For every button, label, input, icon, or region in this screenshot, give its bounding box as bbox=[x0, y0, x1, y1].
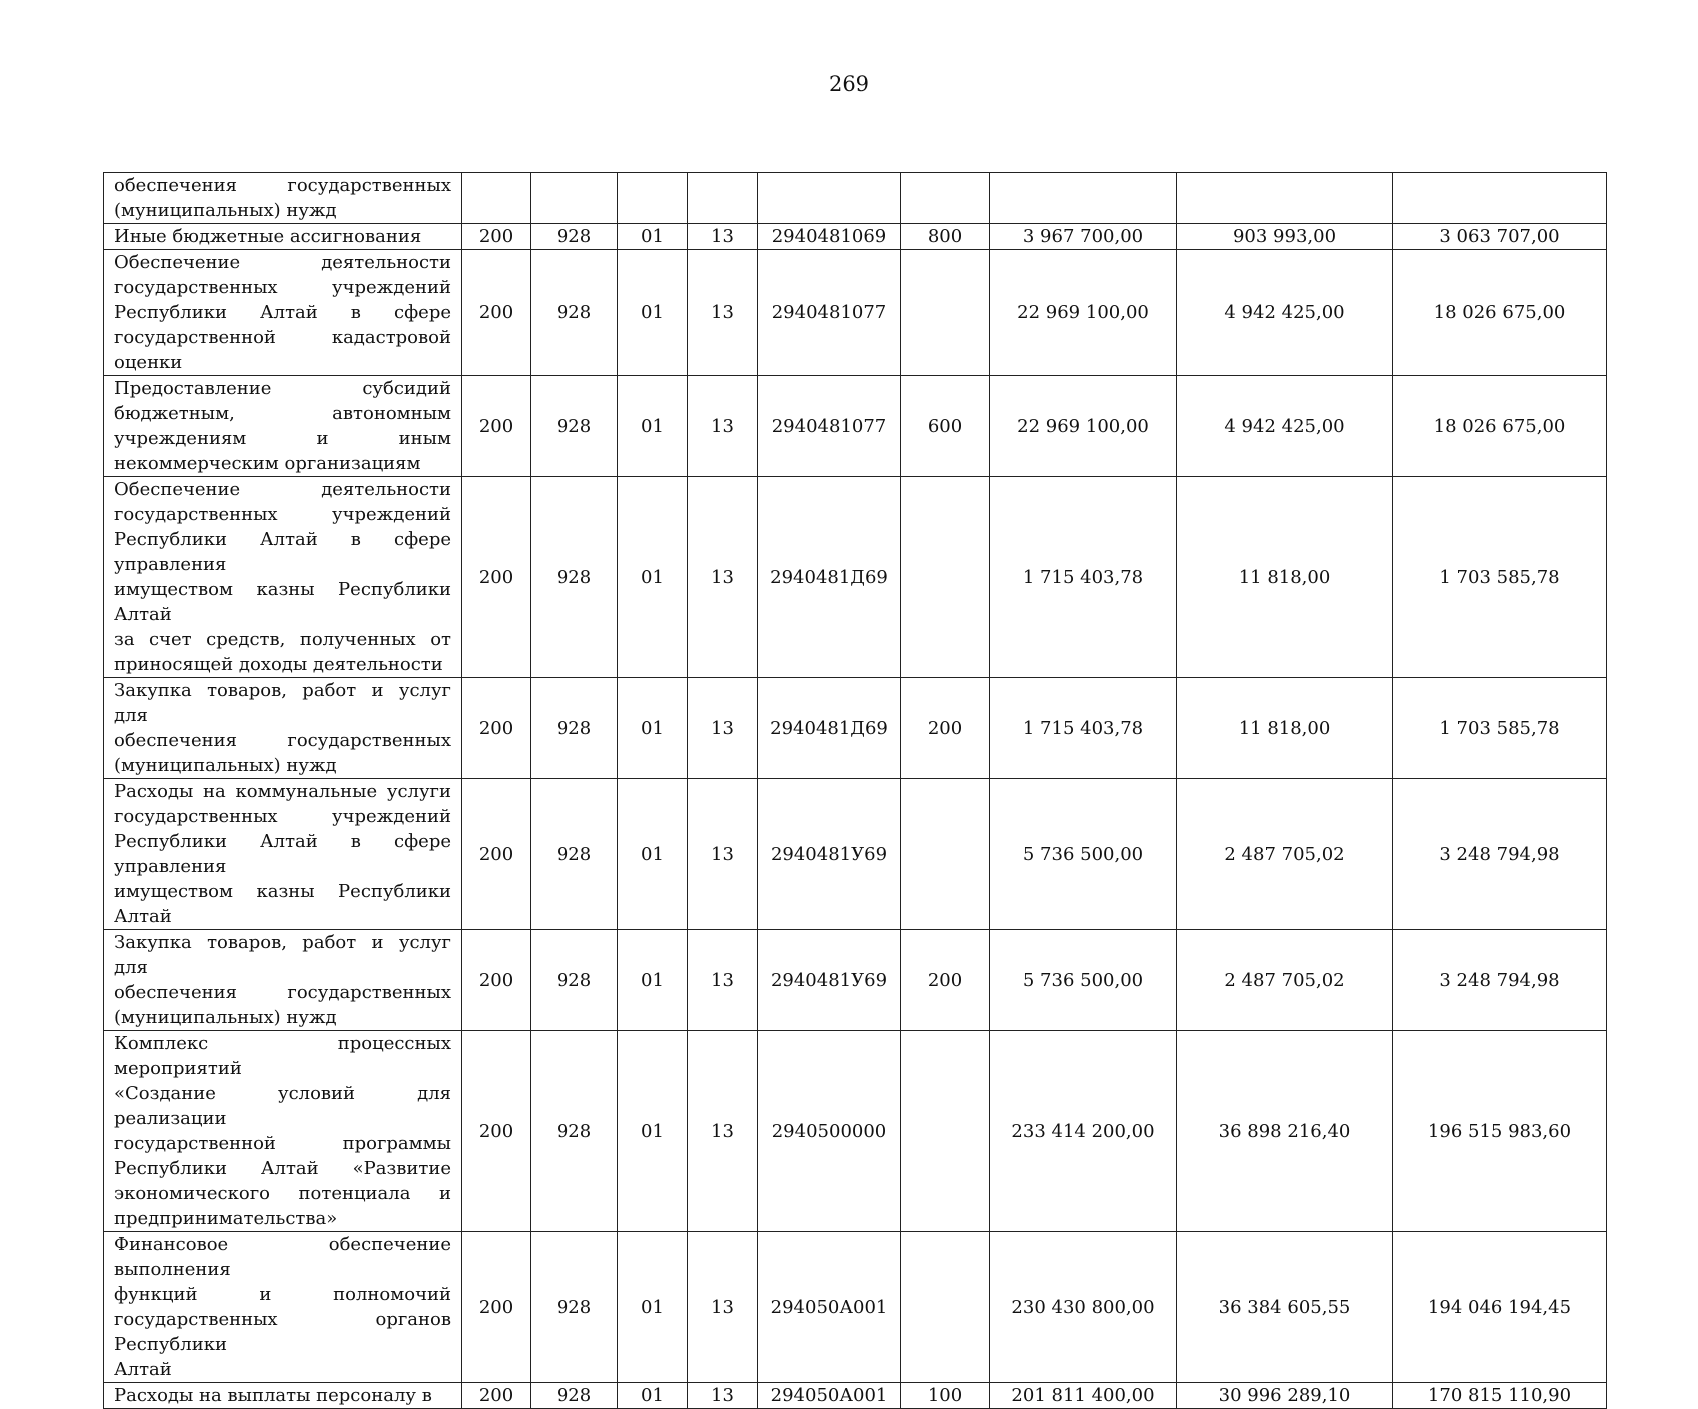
remainder-cell: 3 248 794,98 bbox=[1393, 930, 1607, 1031]
section-cell: 200 bbox=[462, 930, 531, 1031]
chapter-cell: 01 bbox=[618, 779, 688, 930]
description-line: Закупка товаров, работ и услуг для bbox=[114, 932, 451, 978]
description-line: Республики Алтай в сфере управления bbox=[114, 831, 451, 877]
plan-amount-cell: 22 969 100,00 bbox=[990, 250, 1177, 376]
table-row bbox=[104, 1383, 1607, 1409]
expense-type-cell bbox=[901, 1232, 990, 1383]
target-article-cell: 2940481Д69 bbox=[758, 477, 901, 678]
executed-amount-cell: 36 898 216,40 bbox=[1177, 1031, 1393, 1232]
subsection-cell: 13 bbox=[688, 1383, 758, 1409]
remainder-cell: 18 026 675,00 bbox=[1393, 250, 1607, 376]
page-number: 269 bbox=[828, 72, 870, 96]
section-cell: 200 bbox=[462, 477, 531, 678]
description-line: обеспечения государственных bbox=[114, 982, 451, 1003]
chapter-cell: 01 bbox=[618, 1383, 688, 1409]
section-cell: 200 bbox=[462, 250, 531, 376]
description-line: (муниципальных) нужд bbox=[114, 200, 337, 221]
ministry-cell: 928 bbox=[531, 930, 618, 1031]
description-line: Республики Алтай в сфере управления bbox=[114, 529, 451, 575]
subsection-cell: 13 bbox=[688, 779, 758, 930]
description-cell bbox=[104, 224, 462, 250]
executed-amount-cell: 11 818,00 bbox=[1177, 477, 1393, 678]
expense-type-cell: 800 bbox=[901, 224, 990, 250]
expense-type-cell bbox=[901, 250, 990, 376]
description-line: государственной кадастровой оценки bbox=[114, 327, 451, 373]
executed-amount-cell: 4 942 425,00 bbox=[1177, 376, 1393, 477]
subsection-cell: 13 bbox=[688, 224, 758, 250]
description-line: Финансовое обеспечение выполнения bbox=[114, 1234, 451, 1280]
chapter-cell: 01 bbox=[618, 376, 688, 477]
remainder-cell: 3 248 794,98 bbox=[1393, 779, 1607, 930]
ministry-cell: 928 bbox=[531, 1383, 618, 1409]
remainder-cell: 18 026 675,00 bbox=[1393, 376, 1607, 477]
chapter-cell: 01 bbox=[618, 1031, 688, 1232]
table-row bbox=[104, 1232, 1607, 1383]
description-cell bbox=[104, 779, 462, 930]
ministry-cell: 928 bbox=[531, 779, 618, 930]
expense-type-cell: 200 bbox=[901, 678, 990, 779]
plan-amount-cell: 3 967 700,00 bbox=[990, 224, 1177, 250]
ministry-cell: 928 bbox=[531, 477, 618, 678]
remainder-cell: 3 063 707,00 bbox=[1393, 224, 1607, 250]
target-article-cell: 2940481077 bbox=[758, 376, 901, 477]
executed-amount-cell: 2 487 705,02 bbox=[1177, 930, 1393, 1031]
plan-amount-cell: 233 414 200,00 bbox=[990, 1031, 1177, 1232]
description-line: экономического потенциала и bbox=[114, 1183, 451, 1204]
target-article-cell: 2940481У69 bbox=[758, 930, 901, 1031]
description-line: некоммерческим организациям bbox=[114, 453, 421, 474]
description-line: имуществом казны Республики Алтай bbox=[114, 881, 451, 927]
description-line: за счет средств, полученных от bbox=[114, 629, 451, 650]
description-line: Иные бюджетные ассигнования bbox=[114, 226, 422, 247]
ministry-cell bbox=[531, 173, 618, 224]
chapter-cell: 01 bbox=[618, 477, 688, 678]
remainder-cell: 194 046 194,45 bbox=[1393, 1232, 1607, 1383]
plan-amount-cell bbox=[990, 173, 1177, 224]
description-line: государственной программы bbox=[114, 1133, 451, 1154]
executed-amount-cell: 2 487 705,02 bbox=[1177, 779, 1393, 930]
executed-amount-cell: 4 942 425,00 bbox=[1177, 250, 1393, 376]
description-line: (муниципальных) нужд bbox=[114, 755, 337, 776]
description-line: государственных учреждений bbox=[114, 504, 451, 525]
expense-type-cell: 100 bbox=[901, 1383, 990, 1409]
chapter-cell: 01 bbox=[618, 1232, 688, 1383]
remainder-cell: 1 703 585,78 bbox=[1393, 678, 1607, 779]
target-article-cell: 2940481Д69 bbox=[758, 678, 901, 779]
expense-type-cell: 600 bbox=[901, 376, 990, 477]
executed-amount-cell: 36 384 605,55 bbox=[1177, 1232, 1393, 1383]
remainder-cell: 1 703 585,78 bbox=[1393, 477, 1607, 678]
description-line: бюджетным, автономным bbox=[114, 403, 451, 424]
plan-amount-cell: 230 430 800,00 bbox=[990, 1232, 1177, 1383]
section-cell: 200 bbox=[462, 224, 531, 250]
table-row bbox=[104, 376, 1607, 477]
description-line: государственных учреждений bbox=[114, 806, 451, 827]
description-line: Комплекс процессных мероприятий bbox=[114, 1033, 451, 1079]
plan-amount-cell: 1 715 403,78 bbox=[990, 477, 1177, 678]
executed-amount-cell: 903 993,00 bbox=[1177, 224, 1393, 250]
table-row bbox=[104, 1031, 1607, 1232]
section-cell: 200 bbox=[462, 779, 531, 930]
remainder-cell: 170 815 110,90 bbox=[1393, 1383, 1607, 1409]
chapter-cell bbox=[618, 173, 688, 224]
target-article-cell bbox=[758, 173, 901, 224]
ministry-cell: 928 bbox=[531, 1232, 618, 1383]
table-row bbox=[104, 930, 1607, 1031]
table-row bbox=[104, 477, 1607, 678]
subsection-cell: 13 bbox=[688, 376, 758, 477]
budget-table bbox=[103, 172, 1607, 1409]
description-line: приносящей доходы деятельности bbox=[114, 654, 443, 675]
table-row bbox=[104, 173, 1607, 224]
description-line: государственных учреждений bbox=[114, 277, 451, 298]
description-line: Расходы на коммунальные услуги bbox=[114, 781, 451, 802]
section-cell: 200 bbox=[462, 376, 531, 477]
target-article-cell: 2940481У69 bbox=[758, 779, 901, 930]
executed-amount-cell: 11 818,00 bbox=[1177, 678, 1393, 779]
table-row bbox=[104, 250, 1607, 376]
plan-amount-cell: 22 969 100,00 bbox=[990, 376, 1177, 477]
description-line: имуществом казны Республики Алтай bbox=[114, 579, 451, 625]
plan-amount-cell: 201 811 400,00 bbox=[990, 1383, 1177, 1409]
description-line: обеспечения государственных bbox=[114, 175, 451, 196]
target-article-cell: 2940481077 bbox=[758, 250, 901, 376]
description-cell bbox=[104, 1031, 462, 1232]
section-cell: 200 bbox=[462, 1031, 531, 1232]
expense-type-cell bbox=[901, 779, 990, 930]
ministry-cell: 928 bbox=[531, 1031, 618, 1232]
description-line: «Создание условий для реализации bbox=[114, 1083, 451, 1129]
executed-amount-cell bbox=[1177, 173, 1393, 224]
table-body bbox=[104, 173, 1607, 1409]
description-line: Предоставление субсидий bbox=[114, 378, 451, 399]
plan-amount-cell: 1 715 403,78 bbox=[990, 678, 1177, 779]
expense-type-cell: 200 bbox=[901, 930, 990, 1031]
expense-type-cell bbox=[901, 1031, 990, 1232]
description-line: Республики Алтай «Развитие bbox=[114, 1158, 451, 1179]
expense-type-cell bbox=[901, 477, 990, 678]
description-line: Обеспечение деятельности bbox=[114, 479, 451, 500]
target-article-cell: 294050А001 bbox=[758, 1232, 901, 1383]
ministry-cell: 928 bbox=[531, 224, 618, 250]
plan-amount-cell: 5 736 500,00 bbox=[990, 930, 1177, 1031]
remainder-cell bbox=[1393, 173, 1607, 224]
remainder-cell: 196 515 983,60 bbox=[1393, 1031, 1607, 1232]
target-article-cell: 294050А001 bbox=[758, 1383, 901, 1409]
subsection-cell bbox=[688, 173, 758, 224]
subsection-cell: 13 bbox=[688, 1232, 758, 1383]
description-line: Расходы на выплаты персоналу в bbox=[114, 1385, 432, 1406]
description-line: Закупка товаров, работ и услуг для bbox=[114, 680, 451, 726]
description-cell bbox=[104, 1383, 462, 1409]
description-line: (муниципальных) нужд bbox=[114, 1007, 337, 1028]
chapter-cell: 01 bbox=[618, 250, 688, 376]
description-line: обеспечения государственных bbox=[114, 730, 451, 751]
description-line: государственных органов Республики bbox=[114, 1309, 451, 1355]
description-line: Республики Алтай в сфере bbox=[114, 302, 451, 323]
table-row bbox=[104, 678, 1607, 779]
expense-type-cell bbox=[901, 173, 990, 224]
chapter-cell: 01 bbox=[618, 678, 688, 779]
target-article-cell: 2940481069 bbox=[758, 224, 901, 250]
ministry-cell: 928 bbox=[531, 250, 618, 376]
subsection-cell: 13 bbox=[688, 930, 758, 1031]
subsection-cell: 13 bbox=[688, 678, 758, 779]
description-cell bbox=[104, 477, 462, 678]
section-cell: 200 bbox=[462, 678, 531, 779]
description-line: учреждениям и иным bbox=[114, 428, 451, 449]
section-cell: 200 bbox=[462, 1383, 531, 1409]
description-line: предпринимательства» bbox=[114, 1208, 338, 1229]
table-row bbox=[104, 224, 1607, 250]
table-row bbox=[104, 779, 1607, 930]
subsection-cell: 13 bbox=[688, 250, 758, 376]
plan-amount-cell: 5 736 500,00 bbox=[990, 779, 1177, 930]
description-cell bbox=[104, 930, 462, 1031]
description-line: Алтай bbox=[114, 1359, 172, 1380]
description-cell bbox=[104, 1232, 462, 1383]
description-cell bbox=[104, 376, 462, 477]
chapter-cell: 01 bbox=[618, 930, 688, 1031]
description-cell bbox=[104, 678, 462, 779]
ministry-cell: 928 bbox=[531, 376, 618, 477]
subsection-cell: 13 bbox=[688, 1031, 758, 1232]
target-article-cell: 2940500000 bbox=[758, 1031, 901, 1232]
description-line: Обеспечение деятельности bbox=[114, 252, 451, 273]
description-cell bbox=[104, 250, 462, 376]
section-cell bbox=[462, 173, 531, 224]
subsection-cell: 13 bbox=[688, 477, 758, 678]
section-cell: 200 bbox=[462, 1232, 531, 1383]
executed-amount-cell: 30 996 289,10 bbox=[1177, 1383, 1393, 1409]
ministry-cell: 928 bbox=[531, 678, 618, 779]
description-cell bbox=[104, 173, 462, 224]
chapter-cell: 01 bbox=[618, 224, 688, 250]
description-line: функций и полномочий bbox=[114, 1284, 451, 1305]
